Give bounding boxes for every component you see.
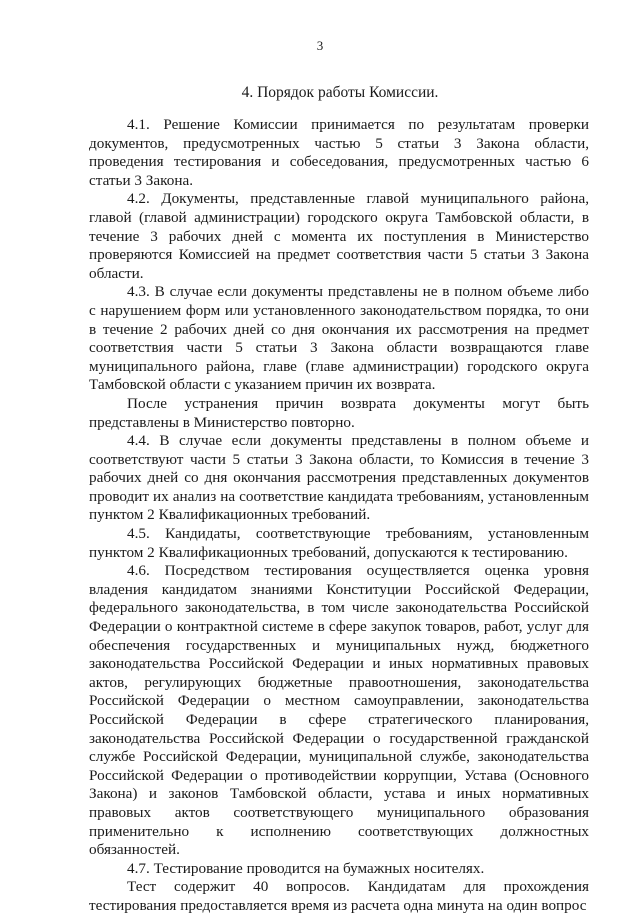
body-text: [89, 116, 589, 916]
paragraph-4-5: 4.5. Кандидаты, соответствующие требованиям, установленным пунктом 2 Квалификационных требований, допускаются к тестированию.: [89, 525, 589, 561]
paragraph-4-4: 4.4. В случае если документы представлены в полном объеме и соответствуют части 5 статьи 3 Закона области, то Комиссия в течение 3 рабочих дней со дня окончания рассмотрения представленных документов проводит их анализ на соответствие кандидата требованиям, установленным пунктом 2 Квалификационных требований.: [89, 432, 589, 524]
paragraph-4-3-resubmission: После устранения причин возврата документы могут быть представлены в Министерство повторно.: [89, 394, 589, 431]
paragraph-4-3: 4.3. В случае если документы представлены не в полном объеме либо с нарушением форм или установленного законодательством порядка, то они в течение 2 рабочих дней со дня окончания их рассмотрения на предмет соответствия части 5 статьи 3 Закона области возвращаются главе муниципального района, главе (главе администрации) городского округа Тамбовской области с указанием причин их возврата.: [89, 283, 589, 394]
paragraph-4-2: 4.2. Документы, представленные главой муниципального района, главой (главой администрации) городского округа Тамбовской области, в течение 3 рабочих дней с момента их поступления в Министерство проверяются Комиссией на предмет соответствия части 5 статьи 3 Закона области.: [89, 190, 589, 282]
paragraph-4-1: 4.1. Решение Комиссии принимается по результатам проверки документов, предусмотренных частью 5 статьи 3 Закона области, проведения тестирования и собеседования, предусмотренных частью 6 статьи 3 Закона.: [89, 116, 589, 189]
section-title: 4. Порядок работы Комиссии.: [241, 84, 439, 101]
paragraph-4-7: 4.7. Тестирование проводится на бумажных носителях.: [127, 859, 485, 877]
paragraph-4-7-test: Тест содержит 40 вопросов. Кандидатам для прохождения тестирования предоставляется время из расчета одна минута на один вопрос: [89, 878, 589, 914]
paragraph-4-6: 4.6. Посредством тестирования осуществляется оценка уровня владения кандидатом знаниями Конституции Российской Федерации, федерального законодательства, в том числе законодательства Российской Федерации о контрактной системе в сфере закупок товаров, работ, услуг для обеспечения государственных и муниципальных нужд, бюджетного законодательства Российской Федерации и иных нормативных правовых актов, регулирующих бюджетные правоотношения, законодательства Российской Федерации о местном самоуправлении, законодательства Российской Федерации в сфере стратегического планирования, законодательства Российской Федерации о государственной гражданской службе Российской Федерации, муниципальной службе, законодательства Российской Федерации о противодействии коррупции, Устава (Основного Закона) и законов Тамбовской области, устава и иных нормативных правовых актов соответствующего муниципального образования применительно к исполнению соответствующих должностных обязанностей.: [89, 562, 589, 859]
page-number: 3: [316, 38, 324, 53]
